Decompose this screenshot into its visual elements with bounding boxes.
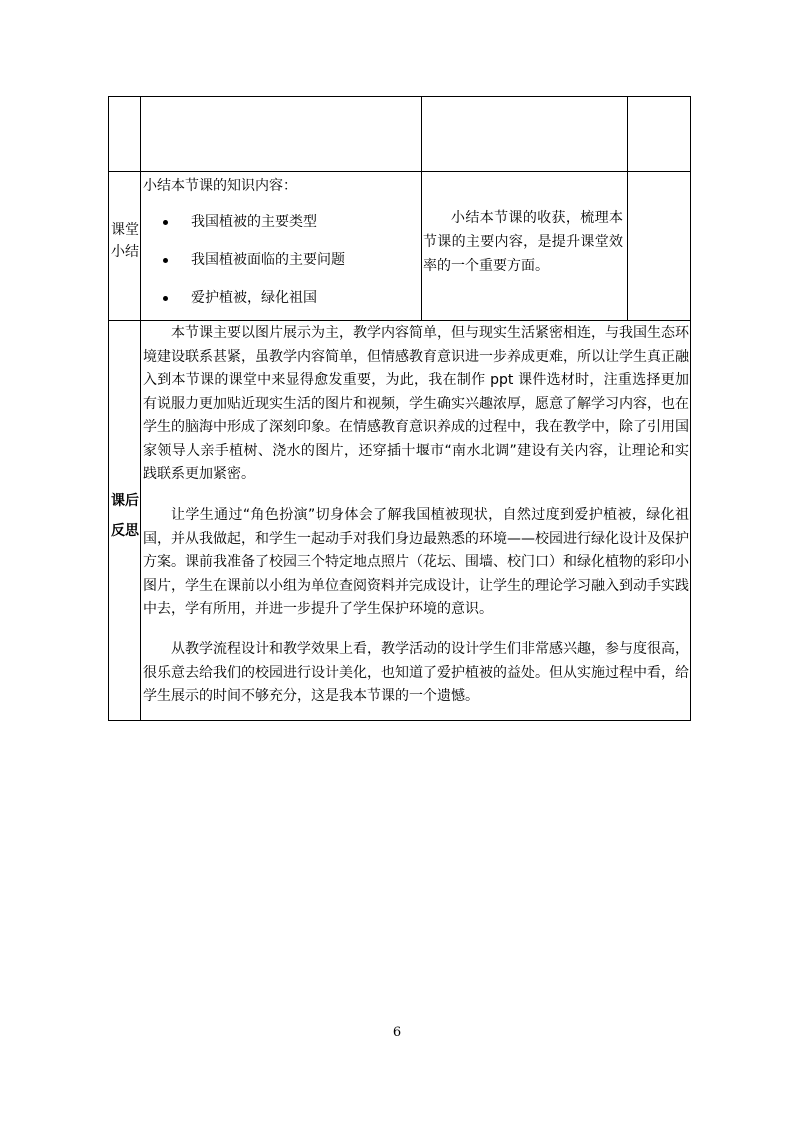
summary-note-text: 小结本节课的收获，梳理本节课的主要内容，是提升课堂效率的一个重要方面。 bbox=[423, 210, 623, 274]
summary-intro: 小结本节课的知识内容： bbox=[143, 178, 297, 194]
reflection-label-line2: 反思 bbox=[111, 523, 139, 539]
content-column-divider bbox=[421, 96, 422, 321]
page-number: 6 bbox=[392, 1025, 402, 1040]
bullet-dot-icon bbox=[163, 258, 168, 263]
bullet-dot-icon bbox=[163, 220, 168, 225]
bullet-dot-icon bbox=[163, 296, 168, 301]
summary-label-line2: 小结 bbox=[111, 244, 139, 260]
reflection-paragraph-1 bbox=[143, 322, 689, 487]
reflection-label-line1: 课后 bbox=[111, 493, 139, 509]
summary-note bbox=[423, 206, 623, 278]
row-divider-2 bbox=[108, 320, 691, 321]
reflection-paragraph-1-text: 本节课主要以图片展示为主，教学内容简单，但与现实生活紧密相连，与我国生态环境建设联系甚紧，虽教学内容简单，但情感教育意识进一步养成更难，所以让学生真正融入到本节课的课堂中来显得愈发重要，为此，我在制作 ppt 课件选材时，注重选择更加有说服力更加贴近现实生活的图片和视频，学生确实兴趣浓厚，愿意了解学习内容，也在学生的脑海中形成了深刻印象。在情感教育意识养成的过程中，我在教学中，除了引用国家领导人亲手植树、浇水的图片，还穿插十堰市“南水北调”建设有关内容，让理论和实践联系更加紧密。 bbox=[143, 325, 689, 482]
reflection-paragraph-2 bbox=[143, 504, 689, 622]
reflection-paragraph-3-text: 从教学流程设计和教学效果上看，教学活动的设计学生们非常感兴趣，参与度很高，很乐意去给我们的校园进行设计美化，也知道了爱护植被的益处。但从实施过程中看，给学生展示的时间不够充分，这是我本节课的一个遗憾。 bbox=[143, 641, 689, 704]
label-column-divider bbox=[140, 96, 141, 721]
note-column-divider bbox=[627, 96, 628, 321]
reflection-paragraph-2-text: 让学生通过“角色扮演”切身体会了解我国植被现状，自然过度到爱护植被，绿化祖国，并从我做起，和学生一起动手对我们身边最熟悉的环境——校园进行绿化设计及保护方案。课前我准备了校园三个特定地点照片（花坛、围墙、校门口）和绿化植物的彩印小图片，学生在课前以小组为单位查阅资料并完成设计，让学生的理论学习融入到动手实践中去，学有所用，并进一步提升了学生保护环境的意识。 bbox=[143, 507, 689, 617]
table-border-right bbox=[690, 96, 691, 721]
summary-bullet-3-text: 爱护植被，绿化祖国 bbox=[191, 290, 317, 306]
summary-bullet-1-text: 我国植被的主要类型 bbox=[191, 214, 317, 230]
table-border-top bbox=[108, 96, 691, 97]
summary-label bbox=[109, 219, 141, 263]
reflection-label bbox=[109, 486, 141, 546]
row-divider-1 bbox=[108, 171, 691, 172]
table-border-left bbox=[108, 96, 109, 721]
reflection-paragraph-3 bbox=[143, 638, 689, 709]
summary-label-line1: 课堂 bbox=[111, 222, 139, 238]
summary-bullet-2-text: 我国植被面临的主要问题 bbox=[191, 252, 345, 268]
table-border-bottom bbox=[108, 720, 691, 721]
